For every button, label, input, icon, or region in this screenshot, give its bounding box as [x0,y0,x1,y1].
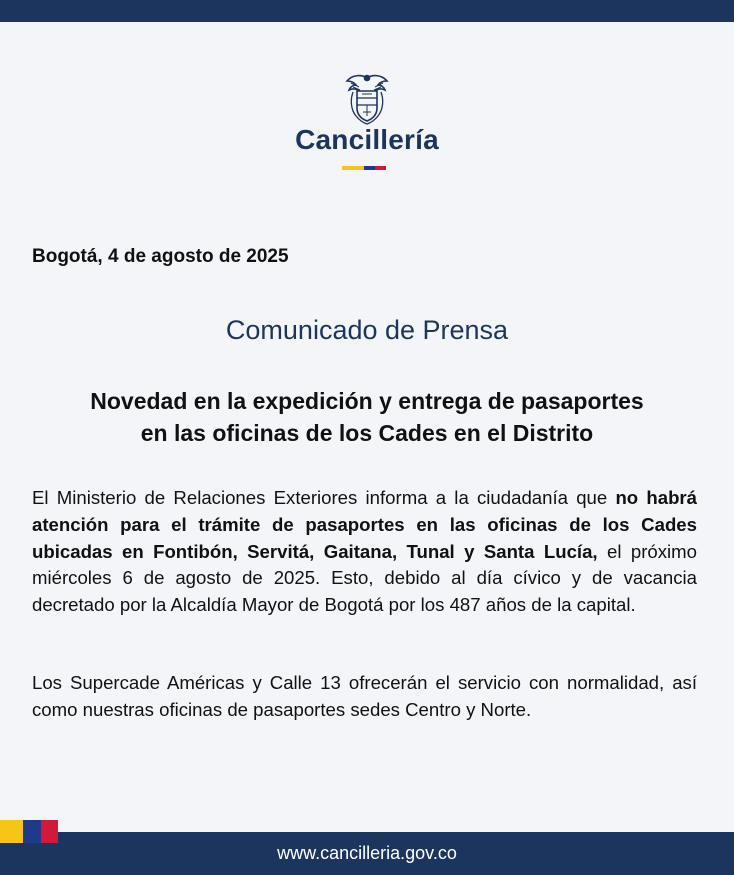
brand-name: Cancillería [295,124,439,155]
headline [30,385,704,449]
underline-blue [364,166,375,170]
underline-red [375,166,386,170]
flag-yellow [0,820,23,843]
top-bar [0,0,734,22]
headline-line-1: Novedad en la expedición y entrega de pasaportes [90,388,644,414]
flag-red [41,820,58,843]
paragraph-1-intro: El Ministerio de Relaciones Exteriores informa a la ciudadanía que [32,487,616,508]
colombia-coat-of-arms-icon [344,72,390,126]
logo-block [0,72,734,126]
body-paragraph-2: Los Supercade Américas y Calle 13 ofrecerán el servicio con normalidad, así como nuestras oficinas de pasaportes sedes Centro y Norte. [32,672,697,720]
underline-yellow [342,166,364,170]
paragraph-1-rest: el próximo miércoles 6 de agosto de 2025. Esto, debido al día cívico y de vacancia decretado por la Alcaldía Mayor de Bogotá por los 487 años de la capital. [32,540,697,616]
headline-line-2: en las oficinas de los Cades en el Distrito [140,420,594,446]
body-paragraph-1 [32,485,697,619]
document-type-title: Comunicado de Prensa [225,315,509,345]
brand-tricolor-underline [342,166,386,170]
footer [0,832,734,875]
footer-website-link[interactable]: www.cancilleria.gov.co [277,843,457,863]
paragraph-1-bold: no habrá atención para el trámite de pasaportes en las oficinas de los Cades ubicadas en Fontibón, Servitá, Gaitana, Tunal y Santa Lucía, [32,487,698,562]
colombia-flag-tab [0,820,58,843]
dateline: Bogotá, 4 de agosto de 2025 [32,246,289,267]
flag-blue [23,820,41,843]
